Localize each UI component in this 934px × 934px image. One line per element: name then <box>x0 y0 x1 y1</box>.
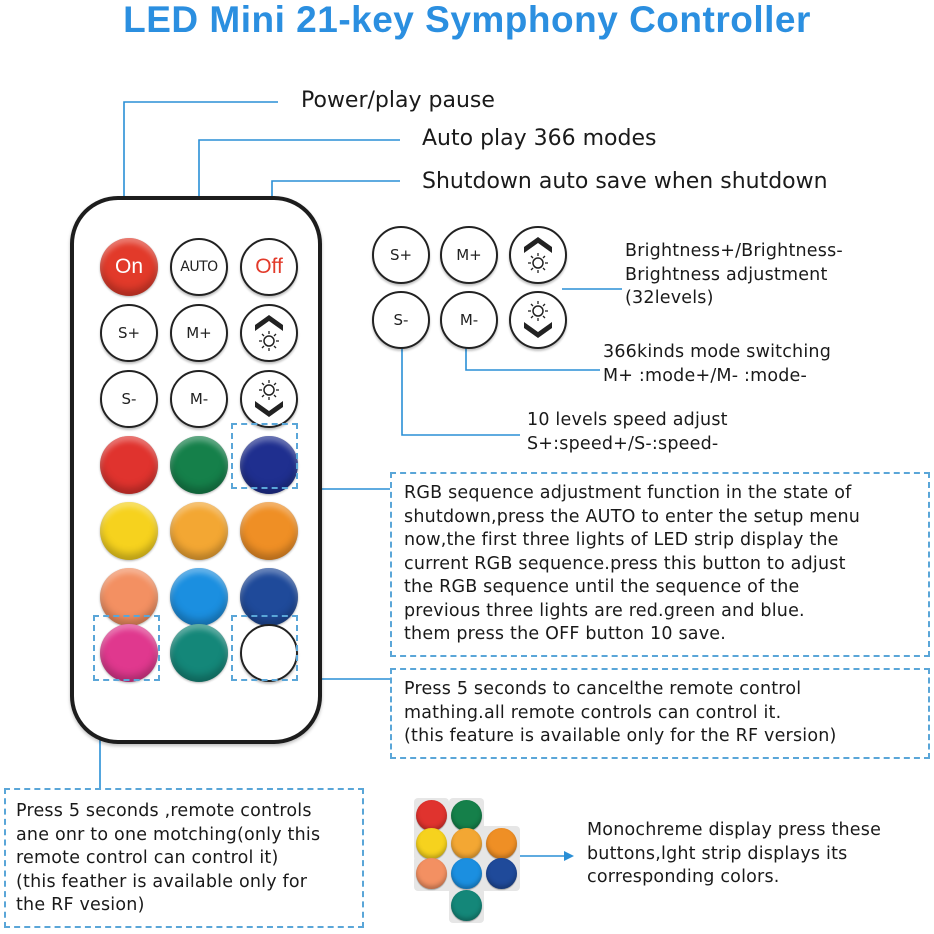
monochrome-note <box>587 819 881 890</box>
mono-orange-swatch <box>486 828 517 859</box>
on-button[interactable] <box>100 238 158 296</box>
mono-yellow-swatch <box>416 828 447 859</box>
rgb-line-3: now,the first three lights of LED strip display the <box>404 530 839 550</box>
speed-plus-label: S+ <box>117 324 141 342</box>
brightness-line-3: (32levels) <box>625 288 714 308</box>
cancel-matching-box <box>390 668 930 759</box>
off-button[interactable] <box>240 238 298 296</box>
brightness-down-button[interactable] <box>240 370 298 428</box>
monochrome-line-3: corresponding colors. <box>587 867 780 887</box>
mono-red-swatch <box>416 800 447 831</box>
cancel-line-1: Press 5 seconds to cancelthe remote control <box>404 679 802 699</box>
orange-button[interactable] <box>240 502 298 560</box>
brightness-down-icon <box>249 377 289 421</box>
detail-brightness-down-icon <box>518 298 558 342</box>
monochrome-button-cluster <box>412 796 522 931</box>
mode-plus-label: M+ <box>186 324 212 342</box>
one-to-one-line-4: (this feather is available only for <box>16 871 308 892</box>
detail-mode-plus-label: M+ <box>456 246 482 264</box>
teal-button[interactable] <box>170 624 228 682</box>
mono-sky-blue-swatch <box>451 858 482 889</box>
monochrome-line-1: Monochreme display press these <box>587 820 882 840</box>
rgb-line-7: them press the OFF button 10 save. <box>404 624 727 644</box>
mode-line-2: M+ :mode+/M- :mode- <box>603 365 808 386</box>
page-title: LED Mini 21-key Symphony Controller <box>123 0 811 40</box>
speed-line-1: 10 levels speed adjust <box>527 410 728 430</box>
one-to-one-line-1: Press 5 seconds ,remote controls <box>16 801 312 821</box>
detail-mode-plus-button <box>440 226 498 284</box>
cancel-line-2: mathing.all remote controls can control it. <box>404 702 782 723</box>
speed-plus-button[interactable] <box>100 304 158 362</box>
auto-label: AUTO <box>180 259 218 275</box>
rgb-button-highlight <box>231 423 298 489</box>
off-label: Off <box>255 255 283 278</box>
detail-brightness-up-icon <box>518 233 558 277</box>
mono-salmon-swatch <box>416 858 447 889</box>
brightness-callout <box>625 240 843 311</box>
shutdown-label: Shutdown auto save when shutdown <box>422 169 828 194</box>
one-to-one-line-2: ane onr to one motching(only this <box>16 824 321 845</box>
detail-speed-plus-label: S+ <box>389 246 413 264</box>
brightness-up-icon <box>249 311 289 355</box>
detail-speed-plus-button <box>372 226 430 284</box>
power-label: Power/play pause <box>301 88 495 113</box>
brightness-line-1: Brightness+/Brightness- <box>625 241 843 261</box>
green-button[interactable] <box>170 436 228 494</box>
mode-plus-button[interactable] <box>170 304 228 362</box>
yellow-button[interactable] <box>100 502 158 560</box>
one-to-one-box <box>4 788 364 928</box>
detail-brightness-up-button <box>509 226 567 284</box>
auto-button[interactable] <box>170 238 228 296</box>
one-to-one-line-5: the RF vesion) <box>16 895 145 915</box>
on-label: On <box>114 255 143 278</box>
mode-minus-button[interactable] <box>170 370 228 428</box>
detail-mode-minus-button <box>440 291 498 349</box>
match-button-highlight <box>93 615 160 681</box>
speed-minus-label: S- <box>121 390 137 408</box>
cancel-button-highlight <box>231 615 298 681</box>
mono-teal-swatch <box>451 890 482 921</box>
speed-line-2: S+:speed+/S-:speed- <box>527 433 719 454</box>
rgb-line-1: RGB sequence adjustment function in the state of <box>404 483 852 503</box>
detail-brightness-down-button <box>509 291 567 349</box>
rgb-line-5: the RGB sequence until the sequence of the <box>404 577 800 597</box>
mono-light-orange-swatch <box>451 828 482 859</box>
speed-callout <box>527 409 728 456</box>
mode-minus-label: M- <box>189 390 209 408</box>
rgb-line-4: current RGB sequence.press this button to adjust <box>404 553 846 574</box>
red-button[interactable] <box>100 436 158 494</box>
sky-blue-button[interactable] <box>170 568 228 626</box>
cancel-line-3: (this feature is available only for the RF version) <box>404 726 837 746</box>
detail-speed-minus-label: S- <box>393 311 409 329</box>
brightness-up-button[interactable] <box>240 304 298 362</box>
mono-navy-swatch <box>486 858 517 889</box>
rgb-sequence-box <box>390 472 930 657</box>
monochrome-arrowhead <box>564 851 574 861</box>
detail-speed-minus-button <box>372 291 430 349</box>
light-orange-button[interactable] <box>170 502 228 560</box>
mode-line-1: 366kinds mode switching <box>603 342 831 362</box>
brightness-line-2: Brightness adjustment <box>625 264 828 285</box>
mono-green-swatch <box>451 800 482 831</box>
rgb-line-6: previous three lights are red.green and blue. <box>404 600 805 621</box>
one-to-one-line-3: remote control can control it) <box>16 848 279 868</box>
monochrome-line-2: buttons,lght strip displays its <box>587 843 848 864</box>
speed-minus-button[interactable] <box>100 370 158 428</box>
detail-mode-minus-label: M- <box>459 311 479 329</box>
rgb-line-2: shutdown,press the AUTO to enter the setup menu <box>404 506 861 527</box>
auto-label: Auto play 366 modes <box>422 126 657 151</box>
mode-callout <box>603 341 831 388</box>
